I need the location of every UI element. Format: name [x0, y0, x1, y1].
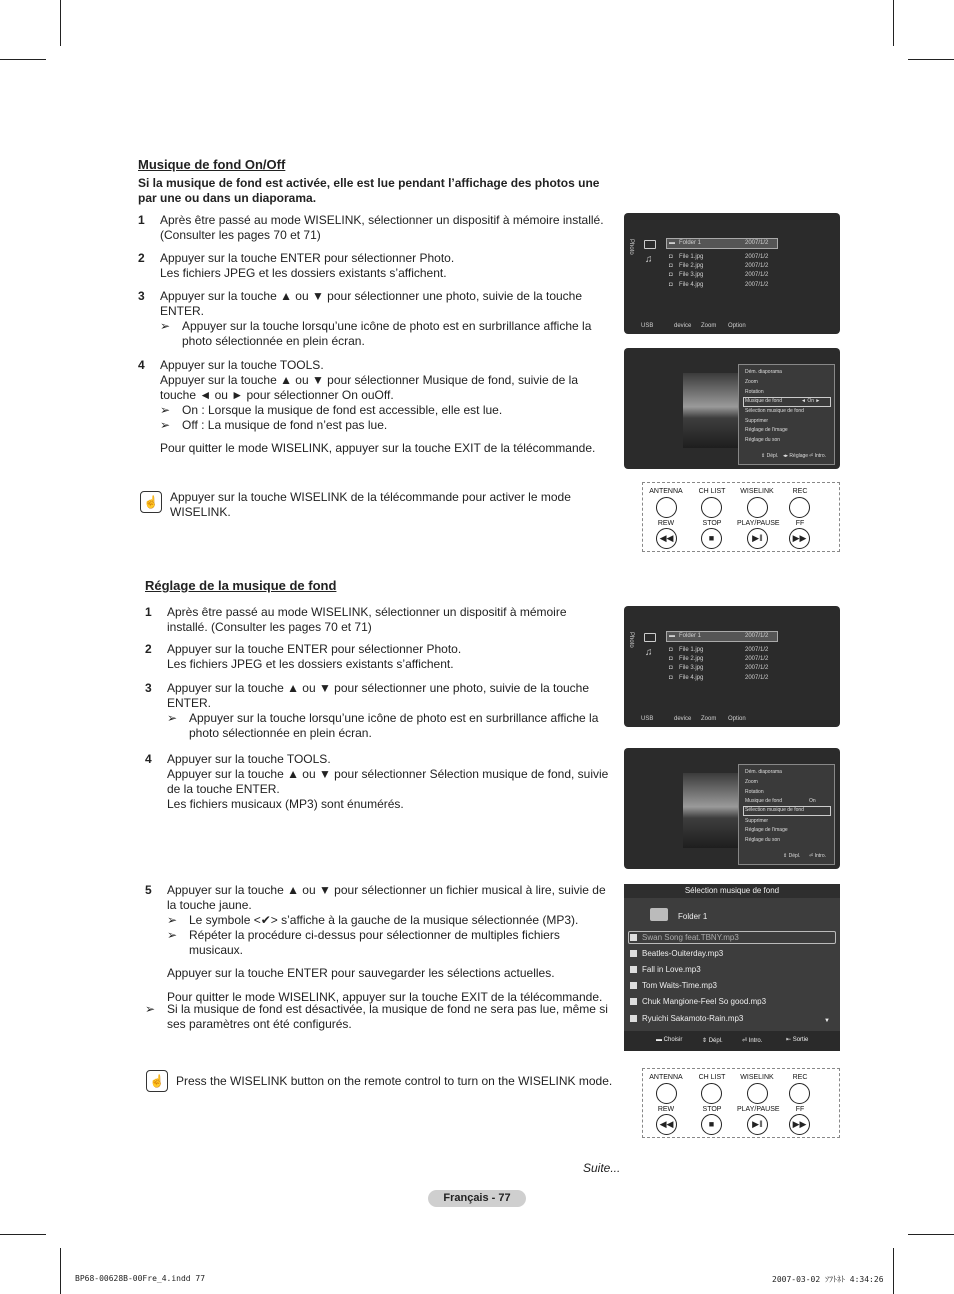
hint-enter: ⏎ Intro. — [809, 453, 826, 459]
enter-hint: ⏎ Intro. — [742, 1038, 763, 1044]
menu-item[interactable]: Dém. diaporama — [745, 769, 782, 775]
dialog-title: Sélection musique de fond — [624, 884, 840, 898]
play-pause-button[interactable]: ▶‖ — [747, 528, 768, 549]
hint-adjust: ◂▸ Réglage — [783, 453, 809, 459]
checkbox-icon — [630, 934, 637, 941]
remote-label: REW — [657, 520, 675, 527]
tip-arrow: ➢ — [145, 1002, 156, 1016]
step-number: 2 — [138, 251, 145, 265]
step-text: Appuyer sur la touche ENTER pour sélectionner Photo. — [160, 251, 455, 265]
tip-text: Si la musique de fond est désactivée, la musique de fond ne sera pas lue, même si ses paramètres ont été configurés. — [167, 1002, 608, 1031]
step-text: Appuyer sur la touche ENTER pour sauvegarder les sélections actuelles. — [167, 966, 555, 980]
file-name[interactable]: File 4.jpg — [679, 675, 704, 681]
file-name[interactable]: File 3.jpg — [679, 272, 704, 278]
menu-item[interactable]: Supprimer — [745, 818, 769, 824]
move-hint: ⇕ Dépl. — [702, 1038, 723, 1044]
step-number: 1 — [138, 213, 145, 227]
file-name[interactable]: File 4.jpg — [679, 282, 704, 288]
photo-icon — [644, 240, 656, 249]
menu-item[interactable]: Sélection musique de fond — [745, 807, 804, 813]
device-hint: device — [674, 323, 692, 329]
step-subnote: ➢ Appuyer sur la touche lorsqu’une icône de photo est en surbrillance affiche la photo sélectionnée en plein écran. — [160, 319, 592, 348]
checkbox-icon — [630, 1015, 637, 1022]
photo-thumbnail — [683, 773, 739, 848]
file-date: 2007/1/2 — [745, 263, 769, 269]
track-item[interactable]: Fall in Love.mp3 — [630, 965, 701, 974]
file-icon: ◘ — [669, 675, 673, 681]
antenna-button[interactable] — [656, 497, 677, 518]
hint-enter: ⏎ Intro. — [809, 853, 826, 859]
file-date: 2007/1/2 — [745, 647, 769, 653]
step-text: Appuyer sur la touche ▲ ou ▼ pour sélectionner une photo, suivie de la touche ENTER. — [167, 681, 590, 710]
menu-item[interactable]: Réglage de l'image — [745, 827, 788, 833]
step-subnote: ➢ Répéter la procédure ci-dessus pour sélectionner de multiples fichiers musicaux. — [167, 928, 560, 957]
device-hint: device — [674, 716, 692, 722]
photo-icon — [644, 633, 656, 642]
step — [145, 642, 610, 672]
step-text: Appuyer sur la touche ▲ ou ▼ pour sélectionner une photo, suivie de la touche ENTER. — [160, 289, 583, 318]
remote-label: PLAY/PAUSE — [737, 1106, 780, 1113]
file-icon: ◘ — [669, 665, 673, 671]
ch-list-button[interactable] — [701, 497, 722, 518]
tools-menu-screen — [624, 348, 840, 469]
step-subnote: ➢ Le symbole <✔> s’affiche à la gauche de la musique sélectionnée (MP3). — [167, 913, 579, 927]
file-date: 2007/1/2 — [745, 665, 769, 671]
crop-mark — [908, 59, 954, 60]
remote-label: WISELINK — [740, 488, 774, 495]
print-slug-right: 2007-03-02 ｿﾌﾄﾈﾄ 4:34:26 — [772, 1275, 884, 1284]
step — [138, 289, 608, 349]
remote-label: REC — [792, 1074, 808, 1081]
step-text: Après être passé au mode WISELINK, sélectionner un dispositif à mémoire installé. (Consulter les pages 70 et 71) — [167, 605, 567, 634]
music-icon: ♫ — [645, 647, 653, 658]
file-icon: ◘ — [669, 282, 673, 288]
rewind-button[interactable]: ◀◀ — [656, 528, 677, 549]
step — [138, 213, 608, 243]
usb-label: USB — [641, 323, 654, 329]
music-value[interactable]: ◄ On ► — [801, 398, 821, 404]
antenna-button[interactable] — [656, 1083, 677, 1104]
file-name[interactable]: File 3.jpg — [679, 665, 704, 671]
section-lead: Si la musique de fond est activée, elle est lue pendant l’affichage des photos une par une ou dans un diaporama. — [138, 176, 600, 205]
remote-label: CH LIST — [698, 1074, 726, 1081]
folder-icon — [650, 908, 668, 921]
music-icon: ♫ — [645, 254, 653, 265]
remote-illustration — [642, 482, 840, 552]
wiselink-button[interactable] — [747, 1083, 768, 1104]
section-title: Réglage de la musique de fond — [145, 578, 337, 593]
step-text: Pour quitter le mode WISELINK, appuyer sur la touche EXIT de la télécommande. — [160, 441, 596, 455]
file-browser-screen — [624, 606, 840, 727]
step — [145, 605, 610, 635]
menu-item[interactable]: Musique de fond — [745, 398, 782, 404]
folder-name: Folder 1 — [679, 240, 702, 246]
rewind-button[interactable]: ◀◀ — [656, 1114, 677, 1135]
step — [138, 358, 608, 456]
step-text: Appuyer sur la touche ▲ ou ▼ pour sélectionner Sélection musique de fond, suivie de la touche ENTER. — [167, 767, 609, 796]
tools-menu-screen — [624, 748, 840, 869]
remote-label: FF — [795, 520, 805, 527]
step — [145, 752, 610, 812]
choose-hint: ▬ Choisir — [656, 1037, 683, 1043]
folder-date: 2007/1/2 — [745, 240, 769, 246]
step-text: Pour quitter le mode WISELINK, appuyer sur la touche EXIT de la télécommande. — [167, 990, 603, 1004]
step-text: Les fichiers JPEG et les dossiers existants s’affichent. — [160, 266, 447, 280]
checkbox-icon — [630, 982, 637, 989]
step-text: Appuyer sur la touche TOOLS. — [160, 358, 324, 372]
crop-mark — [893, 0, 894, 46]
option-hint: Option — [728, 716, 746, 722]
hint-move: ⇕ Dépl. — [783, 853, 801, 859]
side-label: Photo — [628, 632, 634, 648]
step — [145, 681, 610, 741]
zoom-hint: Zoom — [701, 323, 717, 329]
file-name[interactable]: File 2.jpg — [679, 263, 704, 269]
track-item[interactable]: Swan Song feat.TBNY.mp3 — [630, 933, 739, 942]
rec-button[interactable] — [789, 1083, 810, 1104]
step-number: 4 — [138, 358, 145, 372]
rec-button[interactable] — [789, 497, 810, 518]
step-text: Appuyer sur la touche ▲ ou ▼ pour sélectionner Musique de fond, suivie de la touche ◄ ou ► pour sélectionner On ouOff. — [160, 373, 578, 402]
step-text: Les fichiers musicaux (MP3) sont énumérés. — [167, 797, 404, 811]
track-item[interactable]: Tom Waits-Time.mp3 — [630, 981, 717, 990]
scroll-down-icon[interactable]: ▼ — [824, 1018, 830, 1024]
remote-hand-icon: ☝ — [146, 1070, 168, 1092]
menu-item[interactable]: Réglage de l'image — [745, 427, 788, 433]
menu-item[interactable]: Musique de fond — [745, 798, 782, 804]
file-name[interactable]: File 1.jpg — [679, 254, 704, 260]
file-date: 2007/1/2 — [745, 272, 769, 278]
file-icon: ◘ — [669, 656, 673, 662]
page-number: Français - 77 — [428, 1190, 526, 1207]
step-text: Appuyer sur la touche TOOLS. — [167, 752, 331, 766]
ch-list-button[interactable] — [701, 1083, 722, 1104]
play-pause-button[interactable]: ▶‖ — [747, 1114, 768, 1135]
usb-label: USB — [641, 716, 654, 722]
remote-label: CH LIST — [698, 488, 726, 495]
menu-item[interactable]: Réglage du son — [745, 437, 781, 443]
step-subnote: ➢ Appuyer sur la touche lorsqu’une icône de photo est en surbrillance affiche la photo sélectionnée en plein écran. — [167, 711, 599, 740]
menu-item[interactable]: Rotation — [745, 789, 764, 795]
file-name[interactable]: File 2.jpg — [679, 656, 704, 662]
remote-label: ANTENNA — [649, 1074, 683, 1081]
remote-illustration — [642, 1068, 840, 1138]
file-date: 2007/1/2 — [745, 254, 769, 260]
exit-hint: ⇤ Sortie — [786, 1037, 809, 1043]
folder-name: Folder 1 — [679, 633, 702, 639]
crop-mark — [0, 59, 46, 60]
step-text: Après être passé au mode WISELINK, sélectionner un dispositif à mémoire installé. (Consulter les pages 70 et 71) — [160, 213, 604, 242]
file-name[interactable]: File 1.jpg — [679, 647, 704, 653]
note-text: Appuyer sur la touche WISELINK de la télécommande pour activer le mode WISELINK. — [170, 490, 571, 519]
stop-button[interactable]: ■ — [701, 1114, 722, 1135]
folder-name: Folder 1 — [678, 912, 708, 921]
hint-move: ⇕ Dépl. — [761, 453, 779, 459]
print-slug-left: BP68-00628B-00Fre_4.indd 77 — [75, 1274, 206, 1283]
menu-item[interactable]: Rotation — [745, 389, 764, 395]
music-selection-screen — [624, 884, 840, 1051]
step-text: Appuyer sur la touche ENTER pour sélectionner Photo. — [167, 642, 462, 656]
crop-mark — [0, 1234, 46, 1235]
crop-mark — [893, 1248, 894, 1294]
file-date: 2007/1/2 — [745, 656, 769, 662]
track-item[interactable]: Beatles-Ouiterday.mp3 — [630, 949, 723, 958]
remote-label: STOP — [702, 1106, 722, 1113]
checkbox-icon — [630, 966, 637, 973]
menu-item[interactable]: Réglage du son — [745, 837, 781, 843]
step-text: Appuyer sur la touche ▲ ou ▼ pour sélectionner un fichier musical à lire, suivie de la touche jaune. — [167, 883, 606, 912]
menu-item[interactable]: Supprimer — [745, 418, 769, 424]
track-item[interactable]: Chuk Mangione-Feel So good.mp3 — [630, 997, 766, 1006]
step-number: 4 — [145, 752, 152, 766]
remote-label: FF — [795, 1106, 805, 1113]
menu-item[interactable]: Dém. diaporama — [745, 369, 782, 375]
crop-mark — [60, 1248, 61, 1294]
fast-forward-button[interactable]: ▶▶ — [789, 528, 810, 549]
file-icon: ◘ — [669, 254, 673, 260]
continued-label: Suite... — [583, 1161, 621, 1175]
section-title: Musique de fond On/Off — [138, 157, 286, 172]
track-item[interactable]: Ryuichi Sakamoto-Rain.mp3 — [630, 1014, 743, 1023]
crop-mark — [60, 0, 61, 46]
step-number: 3 — [138, 289, 145, 303]
step-text: Les fichiers JPEG et les dossiers existants s’affichent. — [167, 657, 454, 671]
wiselink-button[interactable] — [747, 497, 768, 518]
file-browser-screen — [624, 213, 840, 334]
checkbox-icon — [630, 950, 637, 957]
remote-label: STOP — [702, 520, 722, 527]
remote-label: WISELINK — [740, 1074, 774, 1081]
remote-label: REW — [657, 1106, 675, 1113]
tip — [145, 1002, 610, 1032]
checkbox-icon — [630, 998, 637, 1005]
step-number: 2 — [145, 642, 152, 656]
folder-date: 2007/1/2 — [745, 633, 769, 639]
file-date: 2007/1/2 — [745, 282, 769, 288]
remote-hand-icon: ☝ — [140, 491, 162, 513]
tools-menu — [738, 364, 835, 465]
remote-label: REC — [792, 488, 808, 495]
zoom-hint: Zoom — [701, 716, 717, 722]
step-number: 3 — [145, 681, 152, 695]
photo-thumbnail — [683, 373, 739, 448]
step-subnote: ➢ Off : La musique de fond n’est pas lue. — [160, 418, 388, 432]
menu-item[interactable]: Zoom — [745, 379, 758, 385]
side-label: Photo — [628, 239, 634, 255]
folder-icon: ▬ — [669, 240, 675, 246]
file-date: 2007/1/2 — [745, 675, 769, 681]
step — [138, 251, 608, 281]
step-number: 5 — [145, 883, 152, 897]
file-icon: ◘ — [669, 263, 673, 269]
step-subnote: ➢ On : Lorsque la musique de fond est accessible, elle est lue. — [160, 403, 503, 417]
menu-item[interactable]: Sélection musique de fond — [745, 408, 804, 414]
remote-label: PLAY/PAUSE — [737, 520, 780, 527]
file-icon: ◘ — [669, 272, 673, 278]
menu-item[interactable]: Zoom — [745, 779, 758, 785]
note-text: Press the WISELINK button on the remote control to turn on the WISELINK mode. — [176, 1074, 613, 1088]
folder-icon: ▬ — [669, 633, 675, 639]
crop-mark — [908, 1234, 954, 1235]
fast-forward-button[interactable]: ▶▶ — [789, 1114, 810, 1135]
tools-menu — [738, 764, 835, 865]
remote-label: ANTENNA — [649, 488, 683, 495]
music-value[interactable]: On — [809, 798, 816, 804]
file-icon: ◘ — [669, 647, 673, 653]
step — [145, 883, 615, 1005]
option-hint: Option — [728, 323, 746, 329]
stop-button[interactable]: ■ — [701, 528, 722, 549]
step-number: 1 — [145, 605, 152, 619]
